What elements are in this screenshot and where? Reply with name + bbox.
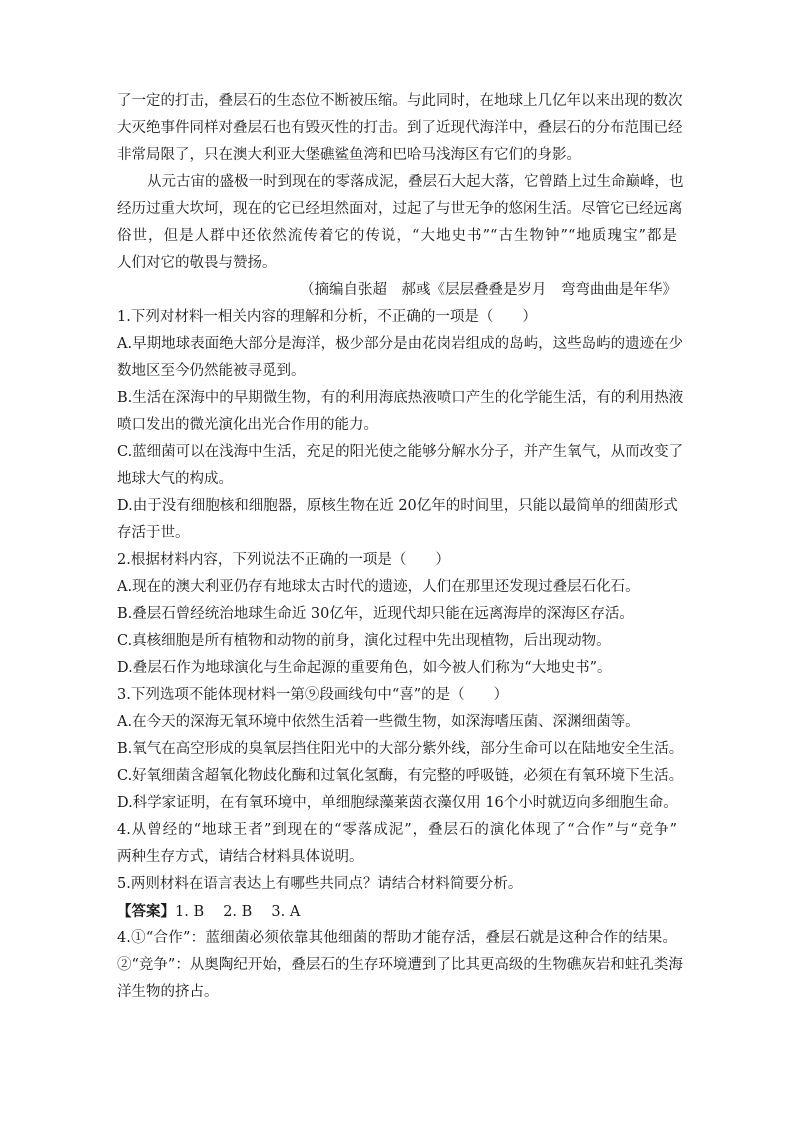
- q2-option-b: B.叠层石曾经统治地球生命近 30亿年，近现代却只能在远离海岸的深海区存活。: [117, 606, 634, 622]
- q1-option-d-cont: 存活于世。: [117, 525, 190, 541]
- q1-option-a: A.早期地球表面绝大部分是海洋，极少部分是由花岗岩组成的岛屿，这些岛屿的遗迹在少: [117, 336, 684, 352]
- q1-option-a-cont: 数地区至今仍然能被寻觅到。: [117, 363, 306, 379]
- q1-option-b-cont: 喷口发出的微光演化出光合作用的能力。: [117, 417, 378, 433]
- document-page: [117, 88, 684, 1006]
- answer-key: [117, 898, 677, 925]
- question-5-stem: 5.两则材料在语言表达上有哪些共同点？请结合材料简要分析。: [117, 876, 523, 892]
- q2-option-c: C.真核细胞是所有植物和动物的前身，演化过程中先出现植物，后出现动物。: [117, 633, 611, 649]
- q2-option-d: D.叠层石作为地球演化与生命起源的重要角色，如今被人们称为“大地史书”。: [117, 660, 612, 676]
- passage-line: 俗世，但是人群中还依然流传着它的传说，“大地史书”“古生物钟”“地质瑰宝”都是: [117, 228, 677, 244]
- question-4-stem-cont: 两种生存方式，请结合材料具体说明。: [117, 849, 364, 865]
- answer-items: 1. B 2. B 3. A: [175, 904, 301, 920]
- source-citation: （摘编自张超 郝彧《层层叠叠是岁月 弯弯曲曲是年华》: [300, 282, 677, 298]
- q3-option-c: C.好氧细菌含超氧化物歧化酶和过氧化氢酶，有完整的呼吸链，必须在有氧环境下生活。: [117, 768, 684, 784]
- question-4-stem: 4.从曾经的“地球王者”到现在的“零落成泥”，叠层石的演化体现了“合作”与“竞争”: [117, 822, 677, 838]
- passage-line: 大灭绝事件同样对叠层石也有毁灭性的打击。到了近现代海洋中，叠层石的分布范围已经: [117, 120, 683, 136]
- answer-label: 【答案】: [117, 903, 175, 920]
- passage-line: 经历过重大坎坷，现在的它已经坦然面对，过起了与世无争的悠闲生活。尽管它已经远离: [117, 201, 683, 217]
- q3-option-b: B.氧气在高空形成的臭氧层挡住阳光中的大部分紫外线，部分生命可以在陆地安全生活。: [117, 741, 684, 757]
- passage-line: 了一定的打击，叠层石的生态位不断被压缩。与此同时，在地球上几亿年以来出现的数次: [117, 93, 683, 109]
- q3-option-a: A.在今天的深海无氧环境中依然生活着一些微生物，如深海嗜压菌、深渊细菌等。: [117, 714, 640, 730]
- q2-option-a: A.现在的澳大利亚仍存有地球太古时代的遗迹，人们在那里还发现过叠层石化石。: [117, 579, 640, 595]
- passage-line: 非常局限了，只在澳大利亚大堡礁鲨鱼湾和巴哈马浅海区有它们的身影。: [117, 147, 581, 163]
- answer-4-line: 4.①“合作”：蓝细菌必须依靠其他细菌的帮助才能存活，叠层石就是这种合作的结果。: [117, 930, 677, 946]
- question-1-stem: 1.下列对材料一相关内容的理解和分析，不正确的一项是（ ）: [117, 309, 537, 325]
- question-2-stem: 2.根据材料内容，下列说法不正确的一项是（ ）: [117, 552, 450, 568]
- q1-option-b: B.生活在深海中的早期微生物，有的利用海底热液喷口产生的化学能生活，有的利用热液: [117, 390, 684, 406]
- passage-line: 人们对它的敬畏与赞扬。: [117, 255, 277, 271]
- q1-option-d: D.由于没有细胞核和细胞器，原核生物在近 20亿年的时间里，只能以最简单的细菌形式: [117, 498, 678, 514]
- answer-4-line: 洋生物的挤占。: [117, 984, 219, 1000]
- q1-option-c-cont: 地球大气的构成。: [117, 471, 233, 487]
- passage-line: 从元古宙的盛极一时到现在的零落成泥，叠层石大起大落，它曾踏上过生命巅峰，也: [147, 174, 684, 190]
- question-3-stem: 3.下列选项不能体现材料一第⑨段画线句中“喜”的是（ ）: [117, 687, 509, 703]
- answer-4-line: ②“竞争”：从奥陶纪开始，叠层石的生存环境遭到了比其更高级的生物礁灰岩和蛀孔类海: [117, 957, 683, 973]
- q1-option-c: C.蓝细菌可以在浅海中生活，充足的阳光使之能够分解水分子，并产生氧气，从而改变了: [117, 444, 684, 460]
- q3-option-d: D.科学家证明，在有氧环境中，单细胞绿藻莱茵衣藻仅用 16个小时就迈向多细胞生命。: [117, 795, 678, 811]
